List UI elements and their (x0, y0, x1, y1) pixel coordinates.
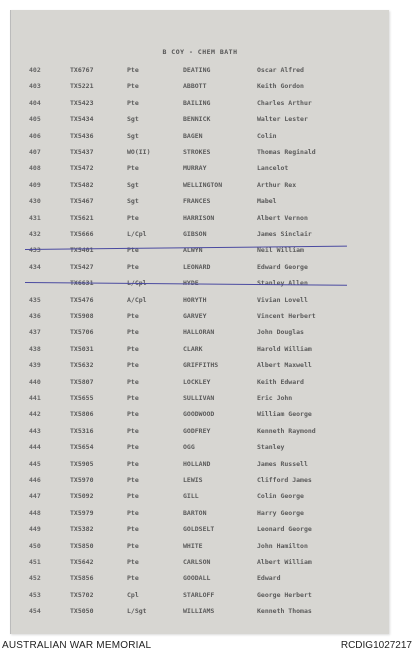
serial-number: 454 (29, 607, 41, 616)
serial-number: 447 (29, 492, 41, 501)
service-number: TX5621 (70, 213, 94, 222)
rank: Pte (127, 476, 139, 484)
given-names: Keith Edward (257, 377, 304, 386)
surname: GOLDSELT (183, 525, 215, 534)
rank: Pte (127, 246, 139, 255)
serial-number: 433 (29, 246, 41, 255)
page-title: B COY - CHEM BATH (162, 48, 238, 56)
rank: Pte (127, 344, 139, 353)
surname: HOLLAND (183, 459, 211, 468)
rank: Sgt (127, 180, 139, 189)
service-number: TX5642 (70, 558, 94, 566)
surname: GIBSON (183, 230, 207, 238)
service-number: TX5666 (70, 230, 94, 238)
rank: L/Cpl (127, 279, 147, 288)
service-number: TX5806 (70, 410, 94, 419)
rank: Pte (127, 262, 139, 271)
table-row (11, 148, 389, 159)
serial-number: 437 (29, 328, 41, 337)
service-number: TX5427 (70, 262, 94, 271)
service-number: TX5031 (70, 344, 94, 353)
serial-number: 435 (29, 295, 41, 304)
serial-number: 404 (29, 98, 41, 107)
surname: GRIFFITHS (183, 361, 219, 370)
given-names: John Hamilton (257, 541, 308, 550)
service-number: TX5856 (70, 574, 94, 583)
surname: HYDE (183, 279, 199, 288)
service-number: TX5401 (70, 246, 94, 255)
service-number: TX5436 (70, 131, 94, 140)
given-names: Vincent Herbert (257, 312, 316, 320)
serial-number: 407 (29, 148, 41, 156)
surname: CLARK (183, 344, 203, 353)
serial-number: 405 (29, 115, 41, 124)
rank: Pte (127, 558, 139, 566)
rank: A/Cpl (127, 295, 147, 304)
surname: BENNICK (183, 115, 211, 124)
table-row (11, 115, 389, 126)
serial-number: 445 (29, 459, 41, 468)
rank: Pte (127, 541, 139, 550)
serial-number: 434 (29, 262, 41, 271)
given-names: Albert William (257, 558, 312, 566)
service-number: TX5050 (70, 607, 94, 616)
rank: Cpl (127, 590, 139, 599)
given-names: John Douglas (257, 328, 304, 337)
rank: Pte (127, 312, 139, 320)
footer (0, 638, 416, 654)
given-names: Eric John (257, 394, 293, 402)
serial-number: 406 (29, 131, 41, 140)
service-number: TX5472 (70, 164, 94, 173)
surname: ALWYN (183, 246, 203, 255)
table-row (11, 312, 389, 323)
service-number: TX5482 (70, 180, 94, 189)
table-row (11, 296, 389, 307)
service-number: TX6767 (70, 66, 94, 74)
surname: FRANCES (183, 197, 211, 206)
table-row (11, 607, 389, 618)
table-row (11, 230, 389, 241)
surname: BAGEN (183, 131, 203, 140)
surname: LEWIS (183, 476, 203, 484)
given-names: Clifford James (257, 476, 312, 484)
rank: Pte (127, 459, 139, 468)
serial-number: 442 (29, 410, 41, 419)
serial-number: 431 (29, 213, 41, 222)
table-row (11, 476, 389, 487)
table-row (11, 164, 389, 175)
surname: BAILING (183, 98, 211, 107)
given-names: William George (257, 410, 312, 419)
table-row (11, 525, 389, 536)
service-number: TX5423 (70, 98, 94, 107)
given-names: Keith Gordon (257, 82, 304, 91)
serial-number: 441 (29, 394, 41, 402)
footer-reference: RCDIG1027217 (340, 640, 412, 651)
rank: Pte (127, 574, 139, 583)
given-names: Charles Arthur (257, 98, 312, 107)
rank: L/Cpl (127, 230, 147, 238)
surname: WELLINGTON (183, 180, 223, 189)
given-names: James Sinclair (257, 230, 312, 238)
table-row (11, 378, 389, 389)
surname: HARRISON (183, 213, 215, 222)
serial-number: 438 (29, 344, 41, 353)
table-row (11, 197, 389, 208)
serial-number: 446 (29, 476, 41, 484)
surname: GODFREY (183, 426, 211, 435)
service-number: TX5979 (70, 508, 94, 517)
given-names: Kenneth Raymond (257, 426, 316, 435)
given-names: Kenneth Thomas (257, 607, 312, 616)
rank: Pte (127, 410, 139, 419)
rank: Pte (127, 361, 139, 370)
service-number: TX6631 (70, 279, 94, 288)
rank: Sgt (127, 197, 139, 206)
given-names: Oscar Alfred (257, 66, 304, 74)
surname: OGG (183, 443, 195, 452)
surname: GOODWOOD (183, 410, 215, 419)
given-names: Albert Maxwell (257, 361, 312, 370)
surname: GARVEY (183, 312, 207, 320)
rank: Pte (127, 82, 139, 91)
given-names: Walter Lester (257, 115, 308, 124)
table-row (11, 99, 389, 110)
given-names: Albert Vernon (257, 213, 308, 222)
serial-number: 444 (29, 443, 41, 452)
rank: Pte (127, 213, 139, 222)
service-number: TX5382 (70, 525, 94, 534)
surname: BARTON (183, 508, 207, 517)
table-row (11, 427, 389, 438)
table-row (11, 214, 389, 225)
table-row (11, 574, 389, 585)
given-names: Thomas Reginald (257, 148, 316, 156)
serial-number: 430 (29, 197, 41, 206)
service-number: TX5476 (70, 295, 94, 304)
table-row (11, 492, 389, 503)
given-names: Colin (257, 131, 277, 140)
surname: STROKES (183, 148, 211, 156)
rank: Sgt (127, 131, 139, 140)
given-names: Harold William (257, 344, 312, 353)
table-row (11, 263, 389, 274)
rank: Pte (127, 377, 139, 386)
surname: WHITE (183, 541, 203, 550)
given-names: Arthur Rex (257, 180, 297, 189)
table-row (11, 361, 389, 372)
serial-number: 402 (29, 66, 41, 74)
serial-number: 448 (29, 508, 41, 517)
service-number: TX5316 (70, 426, 94, 435)
table-row (11, 542, 389, 553)
serial-number: 432 (29, 230, 41, 238)
rank: Pte (127, 492, 139, 501)
footer-source: AUSTRALIAN WAR MEMORIAL (2, 640, 152, 651)
surname: WILLIAMS (183, 607, 215, 616)
service-number: TX5221 (70, 82, 94, 91)
service-number: TX5908 (70, 312, 94, 320)
surname: DEATING (183, 66, 211, 74)
service-number: TX5970 (70, 476, 94, 484)
given-names: Harry George (257, 508, 304, 517)
given-names: Edward George (257, 262, 308, 271)
serial-number: 439 (29, 361, 41, 370)
table-row (11, 460, 389, 471)
given-names: Neil William (257, 246, 304, 255)
service-number: TX5437 (70, 148, 94, 156)
service-number: TX5654 (70, 443, 94, 452)
table-row (11, 328, 389, 339)
service-number: TX5434 (70, 115, 94, 124)
serial-number: 451 (29, 558, 41, 566)
serial-number: 403 (29, 82, 41, 91)
surname: GILL (183, 492, 199, 501)
given-names: Leonard George (257, 525, 312, 534)
serial-number: 408 (29, 164, 41, 173)
given-names: Edward (257, 574, 281, 583)
table-row (11, 558, 389, 569)
rank: Pte (127, 508, 139, 517)
service-number: TX5706 (70, 328, 94, 337)
surname: LOCKLEY (183, 377, 211, 386)
rank: Pte (127, 98, 139, 107)
surname: SULLIVAN (183, 394, 215, 402)
service-number: TX5655 (70, 394, 94, 402)
rank: Pte (127, 394, 139, 402)
given-names: Lancelot (257, 164, 289, 173)
table-row (11, 591, 389, 602)
service-number: TX5905 (70, 459, 94, 468)
given-names: Mabel (257, 197, 277, 206)
surname: ABBOTT (183, 82, 207, 91)
given-names: Stanley (257, 443, 285, 452)
table-row (11, 394, 389, 405)
given-names: James Russell (257, 459, 308, 468)
surname: GOODALL (183, 574, 211, 583)
document-page (10, 10, 389, 634)
rank: Pte (127, 66, 139, 74)
table-row (11, 132, 389, 143)
service-number: TX5850 (70, 541, 94, 550)
surname: HALLORAN (183, 328, 215, 337)
rank: Pte (127, 328, 139, 337)
rank: Pte (127, 525, 139, 534)
serial-number: 443 (29, 426, 41, 435)
table-row (11, 509, 389, 520)
service-number: TX5702 (70, 590, 94, 599)
rank: Pte (127, 426, 139, 435)
service-number: TX5807 (70, 377, 94, 386)
surname: HORYTH (183, 295, 207, 304)
given-names: Stanley Allen (257, 279, 308, 288)
rank: Pte (127, 164, 139, 173)
given-names: Vivian Lovell (257, 295, 308, 304)
rank: Pte (127, 443, 139, 452)
surname: CARLSON (183, 558, 211, 566)
surname: MURRAY (183, 164, 207, 173)
rank: Sgt (127, 115, 139, 124)
service-number: TX5092 (70, 492, 94, 501)
table-row (11, 66, 389, 77)
service-number: TX5467 (70, 197, 94, 206)
table-row (11, 345, 389, 356)
serial-number: 436 (29, 312, 41, 320)
serial-number: 440 (29, 377, 41, 386)
serial-number: 452 (29, 574, 41, 583)
serial-number: 450 (29, 541, 41, 550)
serial-number: 449 (29, 525, 41, 534)
table-row (11, 82, 389, 93)
surname: STARLOFF (183, 590, 215, 599)
rank: L/Sgt (127, 607, 147, 616)
given-names: George Herbert (257, 590, 312, 599)
serial-number: 453 (29, 590, 41, 599)
rank: WO(II) (127, 148, 151, 156)
service-number: TX5632 (70, 361, 94, 370)
surname: LEONARD (183, 262, 211, 271)
given-names: Colin George (257, 492, 304, 501)
serial-number: 409 (29, 180, 41, 189)
table-row (11, 443, 389, 454)
table-row (11, 410, 389, 421)
table-row (11, 181, 389, 192)
